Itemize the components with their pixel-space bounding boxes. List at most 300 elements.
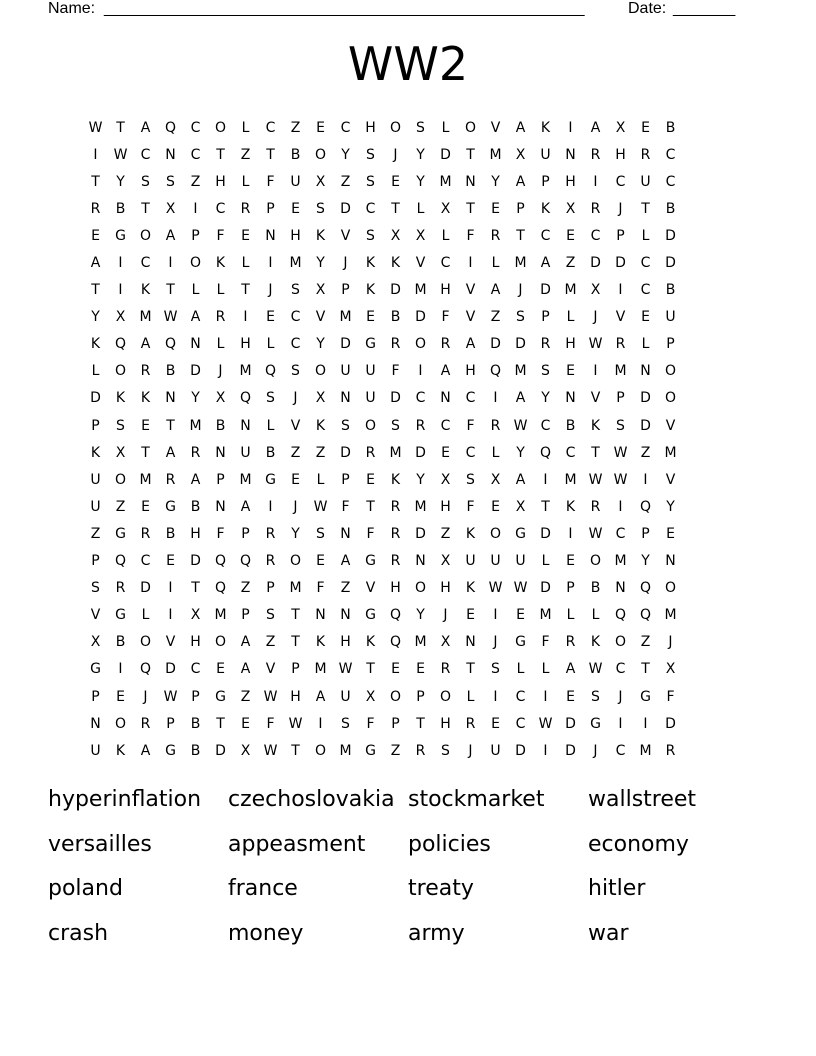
grid-letter: P: [241, 607, 250, 624]
grid-letter: N: [190, 336, 201, 353]
grid-letter: R: [390, 525, 401, 542]
grid-letter: M: [664, 444, 677, 461]
grid-row: [83, 466, 733, 493]
grid-letter: V: [340, 227, 351, 244]
grid-letter: P: [291, 661, 300, 678]
grid-letter: Q: [614, 607, 627, 624]
grid-letter: X: [365, 688, 376, 705]
grid-letter: C: [590, 227, 601, 244]
word-bank-item: stockmarket: [408, 787, 545, 813]
grid-letter: U: [290, 173, 301, 190]
grid-letter: O: [614, 634, 627, 651]
grid-letter: B: [290, 146, 301, 163]
grid-letter: G: [265, 471, 276, 488]
grid-letter: I: [618, 498, 623, 515]
grid-letter: J: [518, 282, 523, 299]
grid-letter: I: [493, 607, 498, 624]
word-bank-item: treaty: [408, 876, 474, 902]
grid-letter: D: [665, 715, 676, 732]
grid-letter: N: [215, 498, 226, 515]
grid-letter: R: [565, 634, 576, 651]
grid-letter: O: [114, 363, 127, 380]
grid-letter: W: [113, 146, 128, 163]
word-bank-item: crash: [48, 920, 109, 946]
grid-letter: F: [541, 634, 550, 651]
grid-letter: E: [366, 309, 375, 326]
grid-row: [83, 141, 733, 168]
grid-letter: Q: [389, 607, 402, 624]
grid-letter: T: [591, 444, 600, 461]
grid-letter: X: [165, 200, 176, 217]
grid-letter: A: [315, 688, 326, 705]
grid-letter: K: [315, 417, 326, 434]
grid-letter: I: [568, 525, 573, 542]
grid-letter: R: [240, 200, 251, 217]
grid-letter: D: [590, 255, 601, 272]
word-bank-item: poland: [48, 876, 123, 902]
grid-letter: M: [314, 661, 327, 678]
grid-letter: F: [316, 580, 325, 597]
grid-letter: F: [216, 227, 225, 244]
grid-letter: E: [641, 309, 650, 326]
grid-letter: G: [640, 688, 651, 705]
grid-letter: O: [364, 417, 377, 434]
grid-letter: Z: [90, 525, 101, 542]
grid-letter: T: [141, 444, 150, 461]
grid-letter: C: [615, 173, 626, 190]
grid-letter: H: [440, 498, 451, 515]
grid-letter: F: [366, 525, 375, 542]
grid-letter: Y: [291, 525, 300, 542]
grid-letter: O: [314, 146, 327, 163]
grid-letter: R: [265, 553, 276, 570]
word-bank-item: army: [408, 920, 465, 946]
word-bank-item: france: [228, 876, 298, 902]
grid-letter: Q: [639, 580, 652, 597]
grid-letter: Z: [315, 444, 326, 461]
grid-letter: G: [590, 715, 601, 732]
grid-letter: D: [390, 390, 401, 407]
grid-letter: J: [293, 390, 298, 407]
grid-letter: N: [565, 390, 576, 407]
grid-letter: L: [141, 607, 150, 624]
grid-letter: S: [366, 227, 375, 244]
grid-letter: R: [540, 336, 551, 353]
grid-letter: P: [191, 688, 200, 705]
grid-letter: P: [91, 553, 100, 570]
grid-letter: C: [190, 119, 201, 136]
grid-row: [83, 331, 733, 358]
grid-letter: S: [266, 390, 275, 407]
grid-letter: A: [190, 471, 201, 488]
grid-letter: Q: [639, 498, 652, 515]
grid-letter: Q: [214, 580, 227, 597]
grid-letter: A: [240, 661, 251, 678]
grid-letter: N: [465, 173, 476, 190]
grid-letter: R: [640, 146, 651, 163]
grid-letter: W: [88, 119, 103, 136]
grid-letter: K: [365, 255, 376, 272]
grid-letter: N: [415, 553, 426, 570]
grid-letter: J: [393, 146, 398, 163]
grid-letter: F: [466, 417, 475, 434]
grid-letter: C: [615, 661, 626, 678]
grid-letter: P: [616, 390, 625, 407]
grid-letter: Q: [239, 553, 252, 570]
grid-letter: B: [390, 309, 401, 326]
word-bank-item: wallstreet: [588, 787, 697, 813]
grid-letter: J: [443, 607, 448, 624]
grid-letter: X: [440, 553, 451, 570]
grid-letter: A: [515, 390, 526, 407]
grid-letter: R: [440, 661, 451, 678]
grid-letter: M: [139, 309, 152, 326]
grid-letter: L: [566, 309, 575, 326]
grid-letter: T: [266, 146, 275, 163]
grid-letter: Q: [639, 607, 652, 624]
grid-letter: O: [389, 688, 402, 705]
grid-letter: H: [215, 173, 226, 190]
grid-letter: T: [241, 282, 250, 299]
grid-letter: R: [165, 471, 176, 488]
grid-letter: I: [593, 173, 598, 190]
grid-letter: I: [493, 390, 498, 407]
grid-letter: B: [115, 200, 126, 217]
grid-letter: K: [315, 634, 326, 651]
grid-letter: M: [539, 607, 552, 624]
grid-letter: C: [290, 336, 301, 353]
grid-letter: A: [465, 336, 476, 353]
grid-letter: R: [390, 553, 401, 570]
grid-letter: Q: [139, 661, 152, 678]
grid-letter: P: [541, 309, 550, 326]
grid-letter: H: [565, 336, 576, 353]
grid-letter: L: [416, 200, 425, 217]
grid-letter: H: [440, 282, 451, 299]
grid-letter: M: [489, 146, 502, 163]
grid-letter: W: [588, 336, 603, 353]
grid-letter: S: [466, 471, 475, 488]
grid-letter: T: [291, 742, 300, 759]
grid-letter: G: [515, 525, 526, 542]
grid-letter: U: [90, 498, 101, 515]
grid-letter: J: [343, 255, 348, 272]
grid-letter: A: [340, 553, 351, 570]
grid-letter: O: [664, 390, 677, 407]
grid-letter: C: [140, 146, 151, 163]
grid-letter: I: [93, 146, 98, 163]
grid-letter: S: [366, 173, 375, 190]
grid-letter: V: [490, 119, 501, 136]
grid-letter: S: [491, 661, 500, 678]
grid-letter: B: [590, 580, 601, 597]
grid-letter: K: [565, 498, 576, 515]
grid-letter: D: [215, 742, 226, 759]
grid-letter: W: [488, 580, 503, 597]
grid-letter: O: [289, 553, 302, 570]
grid-letter: V: [265, 661, 276, 678]
grid-letter: F: [391, 363, 400, 380]
grid-letter: W: [588, 471, 603, 488]
grid-letter: R: [440, 336, 451, 353]
grid-letter: F: [341, 498, 350, 515]
grid-letter: O: [589, 553, 602, 570]
grid-letter: X: [440, 200, 451, 217]
grid-letter: V: [165, 634, 176, 651]
grid-letter: X: [615, 119, 626, 136]
grid-letter: P: [416, 688, 425, 705]
grid-letter: K: [140, 282, 151, 299]
grid-letter: E: [116, 688, 125, 705]
grid-letter: E: [366, 471, 375, 488]
grid-letter: C: [415, 390, 426, 407]
grid-letter: D: [540, 525, 551, 542]
grid-letter: B: [665, 200, 676, 217]
grid-letter: D: [340, 336, 351, 353]
grid-letter: M: [339, 309, 352, 326]
grid-letter: N: [440, 390, 451, 407]
grid-letter: D: [415, 525, 426, 542]
grid-letter: C: [190, 661, 201, 678]
grid-letter: L: [241, 173, 250, 190]
grid-letter: U: [665, 309, 676, 326]
grid-letter: U: [240, 444, 251, 461]
grid-letter: A: [165, 444, 176, 461]
grid-letter: E: [641, 119, 650, 136]
grid-letter: H: [390, 580, 401, 597]
grid-letter: T: [641, 200, 650, 217]
grid-letter: Q: [539, 444, 552, 461]
grid-letter: K: [590, 634, 601, 651]
grid-letter: E: [416, 661, 425, 678]
grid-letter: D: [415, 309, 426, 326]
grid-letter: D: [565, 742, 576, 759]
grid-letter: C: [140, 255, 151, 272]
grid-letter: O: [314, 742, 327, 759]
grid-row: [83, 683, 733, 710]
grid-letter: A: [140, 119, 151, 136]
grid-letter: T: [391, 200, 400, 217]
grid-letter: D: [340, 444, 351, 461]
grid-letter: I: [643, 715, 648, 732]
grid-letter: F: [666, 688, 675, 705]
grid-letter: D: [540, 282, 551, 299]
grid-letter: E: [141, 417, 150, 434]
grid-letter: C: [440, 255, 451, 272]
word-bank: [48, 778, 788, 956]
grid-letter: D: [565, 715, 576, 732]
grid-letter: N: [240, 417, 251, 434]
grid-row: [83, 575, 733, 602]
grid-letter: P: [341, 471, 350, 488]
grid-letter: V: [590, 390, 601, 407]
grid-row: [83, 737, 733, 764]
grid-letter: Y: [416, 607, 425, 624]
grid-letter: V: [665, 417, 676, 434]
grid-letter: G: [165, 742, 176, 759]
grid-letter: W: [588, 525, 603, 542]
grid-letter: M: [414, 282, 427, 299]
grid-letter: S: [416, 119, 425, 136]
name-label: Name:: [48, 0, 96, 17]
grid-letter: T: [366, 498, 375, 515]
grid-letter: Y: [416, 173, 425, 190]
word-search-grid: [83, 114, 733, 762]
grid-letter: N: [665, 553, 676, 570]
grid-letter: A: [515, 173, 526, 190]
grid-letter: I: [243, 309, 248, 326]
grid-letter: T: [516, 227, 525, 244]
grid-letter: X: [490, 471, 501, 488]
grid-letter: H: [190, 634, 201, 651]
grid-letter: I: [543, 688, 548, 705]
grid-letter: Q: [214, 553, 227, 570]
grid-letter: M: [564, 282, 577, 299]
grid-letter: B: [190, 742, 201, 759]
grid-letter: M: [439, 173, 452, 190]
grid-letter: U: [540, 146, 551, 163]
grid-letter: Q: [389, 634, 402, 651]
grid-letter: H: [565, 173, 576, 190]
grid-letter: H: [340, 634, 351, 651]
grid-letter: W: [538, 715, 553, 732]
grid-letter: L: [541, 553, 550, 570]
grid-letter: Y: [416, 146, 425, 163]
word-bank-item: money: [228, 920, 304, 946]
grid-letter: L: [591, 607, 600, 624]
grid-letter: T: [466, 146, 475, 163]
grid-letter: X: [390, 227, 401, 244]
grid-letter: R: [140, 363, 151, 380]
grid-row: [83, 385, 733, 412]
grid-letter: L: [516, 661, 525, 678]
grid-letter: E: [666, 525, 675, 542]
grid-letter: E: [241, 715, 250, 732]
grid-letter: Z: [640, 444, 651, 461]
grid-letter: S: [516, 309, 525, 326]
grid-letter: Z: [240, 146, 251, 163]
grid-letter: T: [91, 173, 100, 190]
grid-letter: O: [114, 715, 127, 732]
grid-letter: J: [268, 282, 273, 299]
grid-letter: I: [493, 688, 498, 705]
grid-letter: B: [165, 363, 176, 380]
date-blank-line: _______: [673, 0, 736, 17]
grid-letter: E: [241, 227, 250, 244]
grid-letter: Q: [489, 363, 502, 380]
grid-letter: E: [166, 553, 175, 570]
grid-letter: Y: [116, 173, 125, 190]
grid-letter: T: [166, 417, 175, 434]
grid-letter: S: [591, 688, 600, 705]
grid-letter: X: [190, 607, 201, 624]
grid-letter: Z: [265, 634, 276, 651]
grid-letter: I: [268, 498, 273, 515]
grid-letter: T: [541, 498, 550, 515]
grid-letter: Y: [541, 390, 550, 407]
grid-letter: E: [491, 498, 500, 515]
grid-letter: Z: [440, 525, 451, 542]
grid-letter: X: [240, 742, 251, 759]
grid-letter: F: [466, 498, 475, 515]
grid-letter: S: [141, 173, 150, 190]
grid-letter: T: [291, 607, 300, 624]
grid-letter: I: [168, 580, 173, 597]
grid-letter: J: [593, 309, 598, 326]
grid-letter: J: [593, 742, 598, 759]
grid-letter: I: [618, 715, 623, 732]
grid-letter: I: [568, 119, 573, 136]
grid-letter: X: [590, 282, 601, 299]
grid-letter: M: [514, 255, 527, 272]
grid-letter: W: [263, 688, 278, 705]
grid-letter: Y: [491, 173, 500, 190]
grid-letter: D: [615, 255, 626, 272]
grid-letter: Q: [239, 390, 252, 407]
grid-letter: A: [515, 119, 526, 136]
grid-letter: T: [216, 715, 225, 732]
grid-letter: S: [291, 282, 300, 299]
grid-letter: U: [340, 688, 351, 705]
grid-letter: I: [118, 661, 123, 678]
grid-letter: E: [466, 607, 475, 624]
grid-letter: C: [140, 553, 151, 570]
grid-letter: S: [316, 525, 325, 542]
grid-letter: X: [515, 146, 526, 163]
grid-letter: Y: [666, 498, 675, 515]
grid-letter: E: [216, 661, 225, 678]
grid-letter: Z: [565, 255, 576, 272]
grid-letter: H: [465, 363, 476, 380]
grid-row: [83, 277, 733, 304]
grid-letter: G: [115, 607, 126, 624]
grid-letter: W: [163, 309, 178, 326]
grid-letter: P: [341, 282, 350, 299]
grid-letter: S: [341, 715, 350, 732]
grid-letter: I: [318, 715, 323, 732]
grid-letter: O: [139, 634, 152, 651]
grid-letter: K: [590, 417, 601, 434]
grid-row: [83, 195, 733, 222]
grid-letter: L: [216, 336, 225, 353]
grid-letter: C: [565, 444, 576, 461]
grid-letter: D: [515, 336, 526, 353]
grid-letter: R: [415, 742, 426, 759]
grid-letter: G: [365, 336, 376, 353]
grid-letter: R: [90, 200, 101, 217]
grid-letter: C: [615, 742, 626, 759]
grid-letter: N: [465, 634, 476, 651]
grid-letter: D: [665, 227, 676, 244]
grid-row: [83, 493, 733, 520]
grid-letter: D: [340, 200, 351, 217]
grid-letter: L: [216, 282, 225, 299]
grid-letter: Q: [164, 336, 177, 353]
grid-letter: C: [540, 417, 551, 434]
grid-letter: M: [239, 471, 252, 488]
grid-letter: W: [513, 417, 528, 434]
word-bank-item: hyperinflation: [48, 787, 202, 813]
grid-letter: Q: [264, 363, 277, 380]
grid-letter: S: [116, 417, 125, 434]
grid-letter: L: [266, 336, 275, 353]
grid-letter: M: [664, 607, 677, 624]
grid-letter: D: [140, 580, 151, 597]
grid-letter: M: [614, 363, 627, 380]
grid-letter: Z: [490, 309, 501, 326]
grid-letter: S: [291, 363, 300, 380]
grid-letter: I: [618, 282, 623, 299]
